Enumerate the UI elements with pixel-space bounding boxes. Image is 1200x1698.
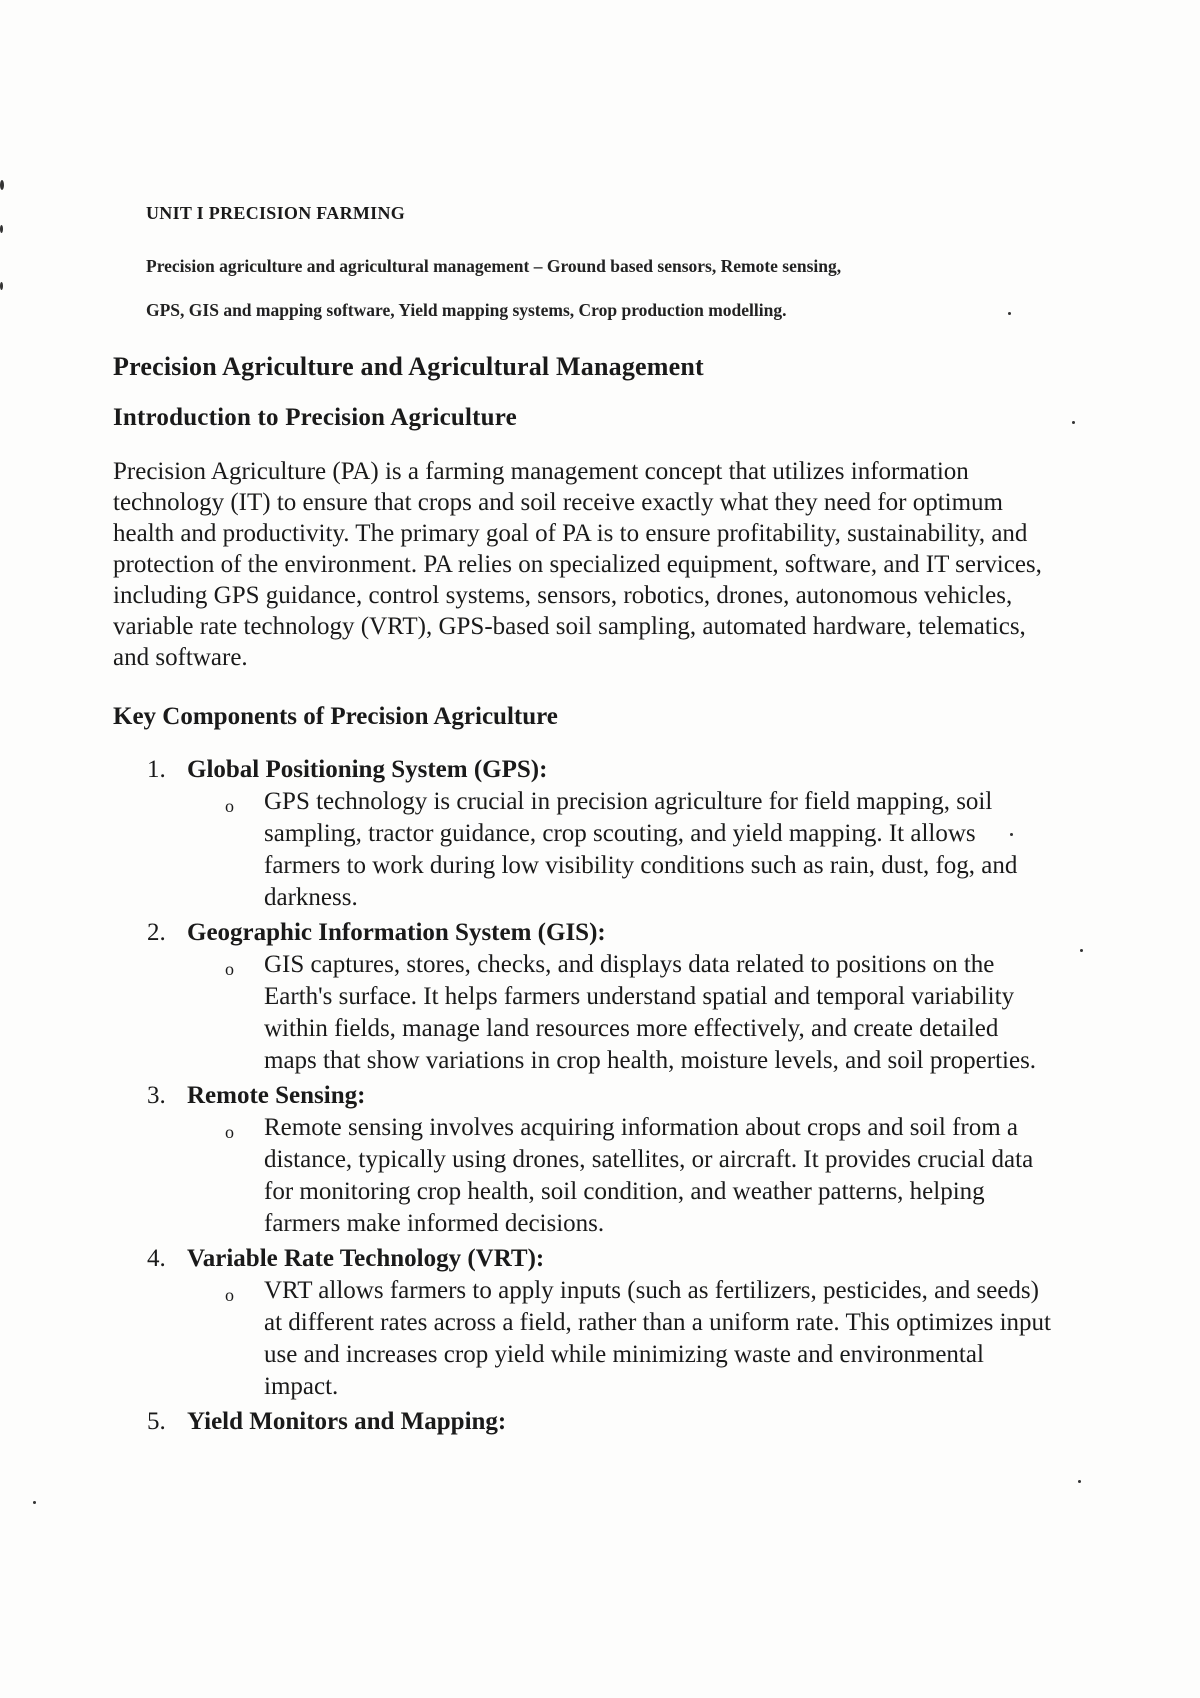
scan-speck — [33, 1501, 36, 1504]
list-item — [187, 1242, 1073, 1403]
unit-syllabus-line-1: Precision agriculture and agricultural management – Ground based sensors, Remote sensing, — [146, 256, 842, 276]
hollow-bullet-icon: o — [225, 1122, 234, 1142]
list-item — [187, 1079, 1073, 1240]
hollow-bullet-icon: o — [225, 959, 234, 979]
scan-speck — [0, 282, 3, 290]
hollow-bullet-icon: o — [225, 1285, 234, 1305]
component-description-text: GPS technology is crucial in precision agriculture for field mapping, soil sampling, tractor guidance, crop scouting, and yield mapping. It allows farmers to work during low visibility conditions such as rain, dust, fog, and darkness. — [264, 788, 1018, 911]
main-content — [113, 352, 1073, 1438]
hollow-bullet-icon: o — [225, 796, 234, 816]
list-item — [187, 1405, 1073, 1438]
component-title: Yield Monitors and Mapping: — [187, 1408, 507, 1435]
component-title: Variable Rate Technology (VRT): — [187, 1245, 545, 1272]
components-list — [113, 753, 1073, 1438]
component-description — [187, 1112, 1056, 1240]
component-description-text: GIS captures, stores, checks, and displays data related to positions on the Earth's surface. It helps farmers understand spatial and temporal variability within fields, manage land resources more effectively, and create detailed maps that show variations in crop health, moisture levels, and soil properties. — [264, 951, 1037, 1074]
list-item — [187, 916, 1073, 1077]
component-description — [187, 1275, 1056, 1403]
list-item — [187, 753, 1073, 914]
unit-syllabus-line-2: GPS, GIS and mapping software, Yield mapping systems, Crop production modelling. — [146, 300, 787, 320]
component-description — [187, 949, 1056, 1077]
intro-heading: Introduction to Precision Agriculture — [113, 404, 517, 431]
component-description-text: VRT allows farmers to apply inputs (such as fertilizers, pesticides, and seeds) at different rates across a field, rather than a uniform rate. This optimizes input use and increases crop yield while minimizing waste and environmental impact. — [264, 1277, 1051, 1400]
components-heading: Key Components of Precision Agriculture — [113, 703, 558, 730]
scan-speck — [0, 225, 3, 233]
component-title: Geographic Information System (GIS): — [187, 919, 606, 946]
unit-title: UNIT I PRECISION FARMING — [146, 203, 406, 223]
component-description-text: Remote sensing involves acquiring information about crops and soil from a distance, typically using drones, satellites, or aircraft. It provides crucial data for monitoring crop health, soil condition, and weather patterns, helping farmers make informed decisions. — [264, 1114, 1034, 1237]
scan-speck — [1080, 949, 1083, 952]
unit-header — [146, 203, 1066, 332]
component-description — [187, 786, 1056, 914]
scan-speck — [0, 180, 4, 190]
component-title: Remote Sensing: — [187, 1082, 366, 1109]
scan-speck — [1078, 1480, 1081, 1483]
component-title: Global Positioning System (GPS): — [187, 756, 548, 783]
section-heading: Precision Agriculture and Agricultural Management — [113, 352, 704, 381]
intro-paragraph: Precision Agriculture (PA) is a farming management concept that utilizes information technology (IT) to ensure that crops and soil receive exactly what they need for optimum health and productivity. The primary goal of PA is to ensure profitability, sustainability, and protection of the environment. PA relies on specialized equipment, software, and IT services, including GPS guidance, control systems, sensors, robotics, drones, autonomous vehicles, variable rate technology (VRT), GPS-based soil sampling, automated hardware, telematics, and software. — [113, 458, 1042, 671]
